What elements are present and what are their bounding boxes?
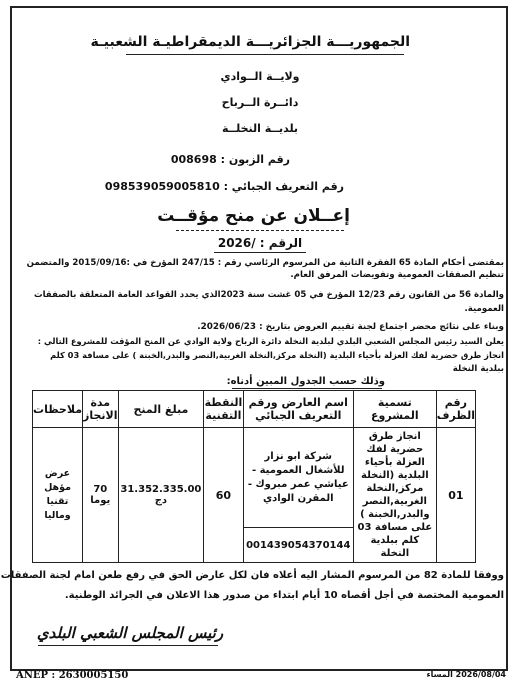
republic-heading: الجمهوريـــة الجزائريـــة الديمقراطيـة الشعبيـة (90, 34, 410, 50)
cell-project (353, 428, 436, 563)
body-p7b: العمومية المختصة في أجل أقصاه 10 أيام ابتداء من صدور هذا الاعلان في الجرائد الوطنية. (64, 590, 504, 601)
cell-notes: عرض مؤهل تقنيا وماليا (33, 428, 83, 563)
table-header-row (33, 391, 476, 428)
notice-number: الرقم : /2026 (217, 236, 303, 250)
award-table (32, 390, 476, 563)
cell-amount: 31.352.335.00 دج (118, 428, 204, 563)
body-p2b: العمومية. (464, 304, 504, 314)
body-p5: انجاز طرق حضرية لفك العزلة بأحياء البلدية (النخلة مركز,النخلة الغربية,النصر والبدر,الخبنة ) على مسافة 03 كلم (50, 350, 504, 360)
body-p1b: تنظيم الصفقات العمومية وتفويضات المرفق العام. (290, 270, 504, 280)
col-header-project: تسمية المشروع (353, 391, 436, 428)
body-p6: وذلك حسب الجدول المبين أدناه: (226, 376, 385, 387)
col-header-lot: رقم الظرف (436, 391, 475, 428)
client-number: رقم الزبون : 008698 (170, 153, 290, 166)
republic-underline (126, 54, 404, 55)
number-underline (214, 252, 306, 253)
cell-score: 60 (204, 428, 243, 563)
col-header-duration: مدة الانجاز (83, 391, 118, 428)
cell-lot: 01 (436, 428, 475, 563)
col-header-bidder: اسم العارض ورقم التعريف الجبائي (243, 391, 353, 428)
col-header-score: النقطة التقنية (204, 391, 243, 428)
body-p5b: ببلدية النخلة (452, 364, 504, 374)
body-p2: والمادة 56 من القانون رقم 12/23 المؤرخ في 05 غشت سنة 2023الذي يحدد القواعد العامة المتعلقة بالصفقات (33, 290, 504, 300)
signature-title: رئيس المجلس الشعبي البلدي (36, 624, 224, 642)
title-underline (176, 230, 344, 231)
publication-date: 2026/08/04 المساء (426, 670, 506, 679)
col-header-amount: مبلغ المنح (118, 391, 204, 428)
notice-title: إعــلان عن منح مؤقــت (157, 206, 350, 226)
bidder-name: شركة ابو نزار للأشغال العمومية - عياشي عمر مبروك - المقرن الوادي (247, 450, 349, 504)
table-row (33, 428, 476, 563)
body-p7: ووفقا للمادة 82 من المرسوم المشار اليه أعلاه فان لكل عارض الحق في رفع طعن امام لجنة الصفقات (0, 570, 504, 581)
daira-label: دائــرة الــرباح (221, 96, 299, 109)
wilaya-label: ولايــة الــوادي (220, 70, 300, 83)
cell-bidder (243, 428, 353, 563)
cell-duration: 70 يوما (83, 428, 118, 563)
commune-label: بلديــة النخلــة (221, 122, 299, 135)
bidder-tax-id: 001439054370144 (244, 527, 353, 562)
anep-number: ANEP : 2630005150 (16, 670, 129, 681)
col-header-notes: ملاحظات (33, 391, 83, 428)
body-p4: يعلن السيد رئيس المجلس الشعبي البلدي لبلدية النخلة دائرة الرباح ولاية الوادي عن المنح المؤقت للمشروع التالي : (37, 336, 504, 346)
tax-id: رقم التعريف الجبائي : 098539059005810 (104, 180, 344, 193)
project-text: انجاز طرق حضرية لفك العزلة بأحياء البلدية (النخلة مركز,النخلة الغربية,النصر والبدر,الخبنة ) على مسافة 03 كلم ببلدية النخلة (357, 431, 433, 559)
body-p1: بمقتضى أحكام المادة 65 الفقرة الثانية من المرسوم الرئاسي رقم : 247/15 المؤرخ في :2015/09/16 والمتضمن (26, 258, 504, 268)
signature-underline (38, 645, 218, 646)
body-p3: وبناء على نتائج محضر اجتماع لجنة تقييم العروض بتاريخ : 2026/06/23. (197, 322, 504, 332)
p6-underline (232, 388, 382, 389)
